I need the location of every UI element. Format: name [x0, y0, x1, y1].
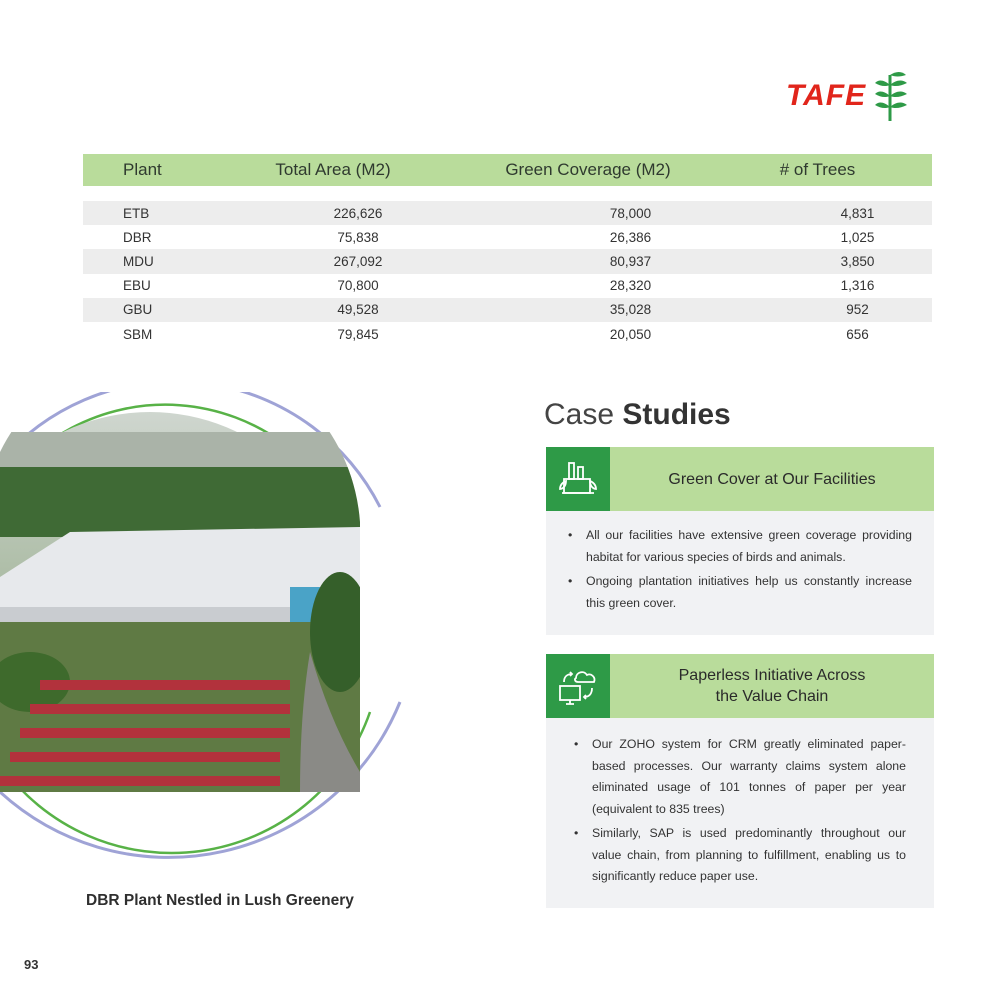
cell-total-area: 267,092: [333, 253, 383, 269]
bullet-item: • All our facilities have extensive green coverage providing habitat for various species of birds and animals.: [568, 525, 912, 568]
leaf-icon: [874, 69, 908, 123]
cell-total-area: 70,800: [337, 278, 379, 294]
header-plant: Plant: [123, 160, 162, 179]
photo-caption: DBR Plant Nestled in Lush Greenery: [86, 892, 354, 909]
cell-green-coverage: 35,028: [609, 302, 652, 318]
table-row: [83, 225, 932, 249]
card-body: [546, 511, 934, 627]
factory-plants-icon: [546, 447, 610, 511]
title-light: Case: [544, 398, 623, 431]
cell-plant: GBU: [123, 302, 153, 318]
cell-total-area: 75,838: [337, 229, 379, 245]
table-body: [83, 201, 932, 346]
table-row: [83, 249, 932, 273]
green-coverage-table: [83, 154, 932, 346]
tafe-logo: [786, 68, 936, 124]
title-bold: Studies: [622, 398, 731, 431]
card-header: [546, 447, 934, 511]
cell-plant: DBR: [123, 229, 152, 245]
table-header: [83, 154, 932, 186]
cell-plant: MDU: [123, 253, 154, 269]
page-number: 93: [24, 957, 39, 972]
cell-trees: 656: [846, 326, 869, 342]
plant-photo: [0, 392, 420, 862]
cell-total-area: 226,626: [333, 205, 383, 221]
cell-green-coverage: 78,000: [609, 205, 652, 221]
cell-trees: 1,025: [840, 229, 875, 245]
cell-total-area: 49,528: [337, 302, 379, 318]
table-row: [83, 298, 932, 322]
card-heading: [610, 654, 934, 718]
cell-trees: 3,850: [840, 253, 875, 269]
bullet-item: • Ongoing plantation initiatives help us constantly increase this green cover.: [568, 571, 912, 614]
cell-plant: SBM: [123, 326, 153, 342]
aerial-plant-illustration: [0, 392, 420, 862]
cell-trees: 952: [846, 302, 869, 318]
card-heading: Green Cover at Our Facilities: [610, 447, 934, 511]
cell-trees: 4,831: [840, 205, 875, 221]
cloud-sync-monitor-icon: [546, 654, 610, 718]
card-body: [546, 718, 934, 903]
card-header: [546, 654, 934, 718]
cell-green-coverage: 26,386: [609, 229, 652, 245]
card-heading-line1: Paperless Initiative Across: [678, 667, 866, 684]
case-study-card-paperless: [546, 654, 934, 908]
cell-total-area: 79,845: [337, 326, 379, 342]
card-heading-line2: the Value Chain: [715, 688, 829, 705]
cell-green-coverage: 20,050: [609, 326, 652, 342]
table-row: [83, 201, 932, 225]
bullet-item: • Our ZOHO system for CRM greatly eliminated paper-based processes. Our warranty claims system alone eliminated usage of 101 tonnes of paper per year (equivalent to 835 trees): [574, 734, 906, 820]
cell-plant: ETB: [123, 205, 150, 221]
case-study-card-green-cover: [546, 447, 934, 635]
header-green-coverage: Green Coverage (M2): [505, 160, 671, 179]
table-row: [83, 322, 932, 346]
bullet-item: • Similarly, SAP is used predominantly throughout our value chain, from planning to fulfillment, enabling us to significantly reduce paper use.: [574, 823, 906, 888]
header-total-area: Total Area (M2): [275, 160, 391, 179]
table-row: [83, 274, 932, 298]
cell-green-coverage: 28,320: [609, 278, 652, 294]
case-studies-title: [544, 398, 731, 432]
logo-wordmark: TAFE: [786, 79, 867, 112]
header-trees: # of Trees: [779, 160, 856, 179]
cell-trees: 1,316: [840, 278, 875, 294]
cell-plant: EBU: [123, 278, 151, 294]
cell-green-coverage: 80,937: [609, 253, 652, 269]
